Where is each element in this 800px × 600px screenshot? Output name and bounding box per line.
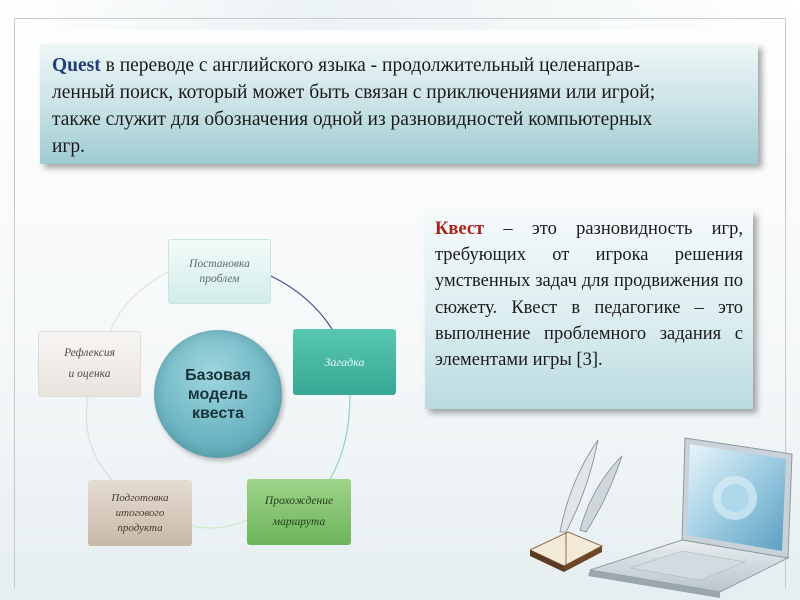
kvest-definition-panel (425, 211, 753, 409)
quest-line-4: игр. (52, 136, 86, 157)
kvest-definition-text (435, 216, 743, 373)
center-line-1: Базовая (185, 366, 251, 384)
center-line-2: модель (187, 385, 249, 403)
node-route-line-1: Прохождение (264, 495, 334, 507)
node-route (247, 479, 351, 545)
node-reflection-line-2: и оценка (68, 368, 111, 380)
node-product-line-3: продукта (117, 521, 163, 534)
laptop-icon (530, 420, 800, 600)
center-line-3: квеста (192, 404, 244, 422)
node-riddle-label: Загадка (324, 354, 365, 369)
node-problem-line-1: Постановка (189, 257, 250, 270)
node-product-line-1: Подготовка (111, 491, 169, 504)
node-product-line-2: итогового (115, 506, 165, 519)
node-problem-statement (168, 239, 271, 304)
node-route-line-2: маршрута (272, 516, 326, 528)
node-reflection (38, 331, 141, 397)
quest-definition-panel (40, 44, 758, 164)
node-reflection-line-1: Рефлексия (64, 347, 115, 359)
kvest-keyword: Квест (435, 219, 485, 239)
quest-line-3: также служит для обозначения одной из разновидностей компьютерных (52, 109, 653, 130)
kvest-body: – это разновидность игр, требующих от игрока решения умственных задач для продвижения по сюжету. Квест в педагогике – это выполнение проблемного задания с элементами игры [3]. (435, 219, 743, 371)
node-riddle (293, 329, 396, 395)
quest-line-2: ленный поиск, который может быть связан с приключениями или игрой; (52, 82, 656, 103)
node-problem-line-2: проблем (199, 272, 240, 285)
quest-line-1: в переводе с английского языка - продолжительный целенаправ- (100, 55, 640, 76)
frame-line-left (14, 18, 15, 588)
diagram-center-node (154, 330, 282, 458)
frame-line-top (14, 18, 786, 19)
header-decoration (0, 0, 800, 30)
open-book-icon (530, 532, 602, 572)
node-final-product (88, 480, 192, 546)
quest-definition-text (52, 52, 748, 160)
quill-pen-icon (560, 440, 622, 532)
quest-keyword: Quest (52, 55, 101, 76)
